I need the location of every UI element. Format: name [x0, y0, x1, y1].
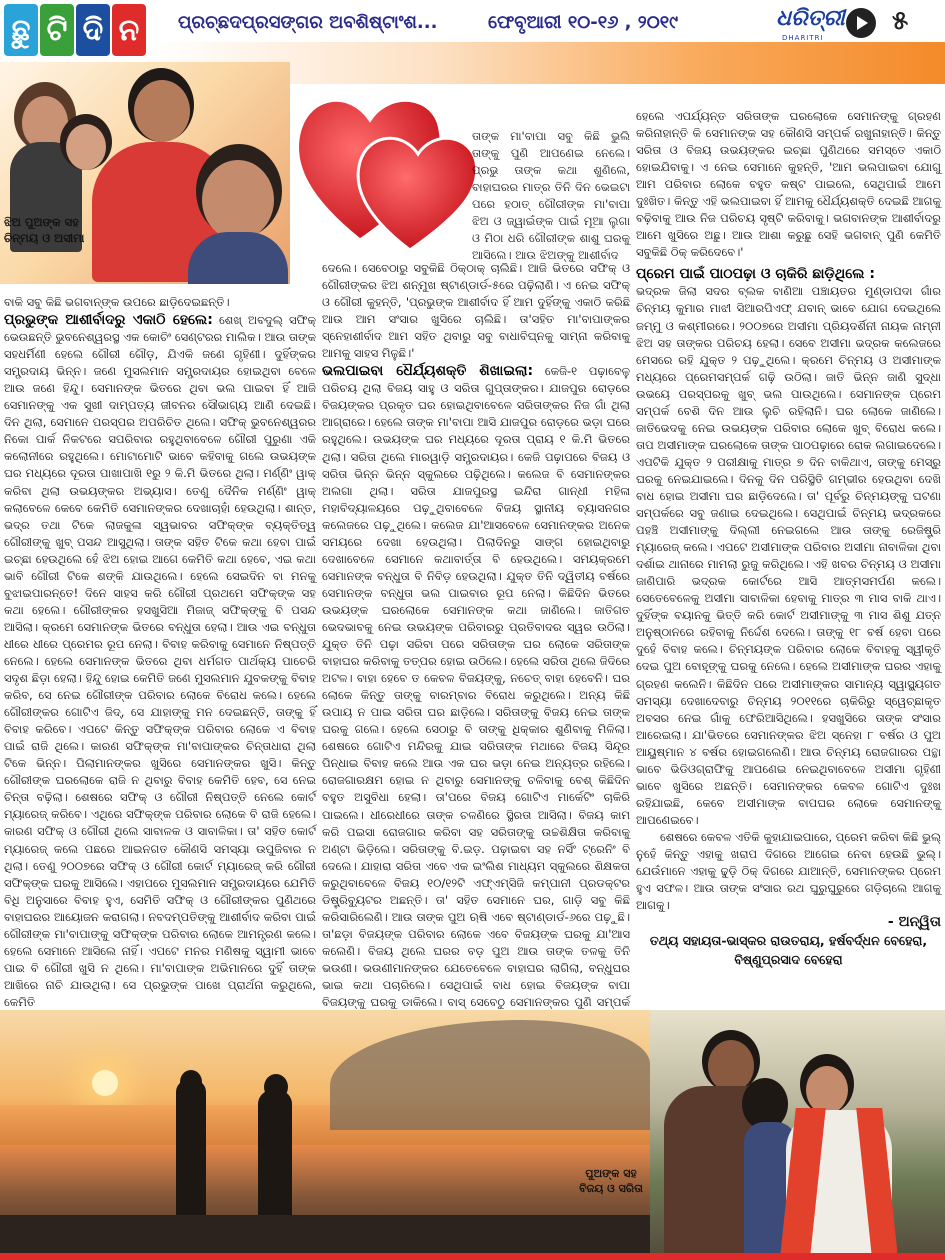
family-photo-vijay — [650, 1010, 945, 1255]
paragraph-1-cont: ଦେଲେ। ସେବେଠାରୁ ସବୁକିଛି ଠିକ୍‌ଠାକ୍ ଚାଲିଛି। ଆଜି ଭିତରେ ସଫିକ୍ ଓ ଗୌରୀଙ୍କର ଝିଅ ଶନ୍ମୁଖ ଷ୍ଟାଣ୍ଡାର୍ଡ-୫ରେ ପଢ଼ିଲାଣି। ଏ ନେଇ ସଫିକ୍ ଓ ଗୌରୀ କୁହନ୍ତି, 'ପ୍ରଭୁଙ୍କ ଆଶୀର୍ବାଦ ହିଁ ଆମ ଦୁହିଁଙ୍କୁ ଏକାଠି କରିଛି ଆଉ ଆମ ସଂସାର ଖୁସିରେ ଚାଲିଛି। ତା'ସହିତ ମା'ବାପାଙ୍କର ସ୍ନେହାଶୀର୍ବାଦ ଆମ ସହିତ ଥିବାରୁ ସବୁ ବାଧାବିଘ୍ନକୁ ସାମ୍ନା କରିବାକୁ ଆମକୁ ସାହସ ମିଳୁଛି।' — [322, 261, 630, 361]
footer-bar — [0, 1253, 945, 1260]
article-column-2 — [322, 260, 630, 1028]
page-number: ୫ — [892, 6, 909, 36]
article-intro — [472, 128, 630, 264]
logo-letter-3: ଦି — [76, 4, 110, 56]
paragraph-4: ଶେଷରେ କେବଳ ଏତିକି କୁହାଯାଇପାରେ, ପ୍ରେମ କରିବା କିଛି ଭୁଲ୍ ନୁହେଁ କିନ୍ତୁ ଏହାକୁ ଖରାପ ଦିଗରେ ଆଗେଇ ନେବା ହେଉଛି ଭୁଲ୍। ଯେଉଁମାନେ ଏହାକୁ ଢୁଡ଼ି ଠିକ୍ ଦିଗରେ ଯାଆନ୍ତି, ସେମାନଙ୍କର ପ୍ରେମ ହୁଏ ସଫଳ। ଆଉ ତାଙ୍କ ସଂସାର ରଥ ଘୁରୁଘୁରୁରେ ଗଡ଼ିଚାଲେ ଆଗକୁ ଆଗକୁ। — [636, 829, 941, 913]
subheading-2: ଭଲପାଇବା ଧୈର୍ଯ୍ୟଶକ୍ତି ଶିଖାଇଲା: — [322, 363, 534, 380]
family-photo-chinmay — [0, 62, 290, 284]
section-title: ପ୍ରଚ୍ଛଦପ୍ରସଙ୍ଗର ଅବଶିଷ୍ଟାଂଶ... — [178, 12, 438, 33]
paragraph-2: କେଜି-୧ ପଢ଼ାବେଳୁ ପରିଚୟ ଥିଲା ବିଜୟ ସାହୁ ଓ ସରିତା ଗୁପ୍ତାଙ୍କର। ଯାଜପୁର ରୋଡ଼ରେ ବିଜୟଙ୍କର ପ୍ରକୃତ ଘର ହୋଇଥିବାବେଳେ ସରିତାଙ୍କର ନିଜ ଗାଁ ଥିଲା ଆଗ୍ରାରେ। ହେଲେ ତାଙ୍କ ମା'ବାପା ଆସି ଯାଜପୁର ରୋଡ଼ରେ ଭଡ଼ା ଘରେ ରହୁଥିଲେ। ଉଭୟଙ୍କ ଘର ମଧ୍ୟରେ ଦୂରତା ପ୍ରାୟ ୧ କି.ମି ଭିତରେ ଥିଲା। ସରିତା ଥିଲେ ମାରୱାଡ଼ି ସମ୍ପ୍ରଦାୟର। କେଜି ପଢ଼ାପରେ ବିଜୟ ଓ ସରିତା ଭିନ୍ନ ଭିନ୍ନ ସ୍କୁଲରେ ପଢ଼ିଥିଲେ। କଲେଜ ବି ସେମାନଙ୍କର ଅଲଗା ଥିଲା। ସରିତା ଯାଜପୁରସ୍ଥ ଇନ୍ଦିରା ଗାନ୍ଧୀ ମହିଳା ମହାବିଦ୍ୟାଳୟରେ ପଢ଼ୁଥିବାବେଳେ ବିଜୟ ସ୍ଥାନୀୟ ବ୍ୟାସନଗର କଲେଜରେ ପଢ଼ୁଥିଲେ। କଲେଜ ଯା'ଆସବେଳେ ସେମାନଙ୍କର ଅନେକ ସମୟରେ ଦେଖା ହେଉଥିଲା। ପିଲାଦିନରୁ ସାଙ୍ଗ ହୋଇଥିବାରୁ ଦେଖାବେଳେ ସେମାନେ କଥାବାର୍ତ୍ତା ବି ହେଉଥିଲେ। ସମୟକ୍ରମେ ସେମାନଙ୍କ ବନ୍ଧୁତା ବି ନିବିଡ଼ ହେଉଥିଲା। ଯୁକ୍ତ ତିନି ଦ୍ୱିତୀୟ ବର୍ଷରେ ସେମାନଙ୍କ ବନ୍ଧୁତା ଭଲ ପାଇବାର ରୂପ ନେଲା। କିଛିଦିନ ଭିତରେ ଉଭୟଙ୍କ ଘରଲୋକେ ସେମାନଙ୍କ କଥା ଜାଣିଲେ। ଜାତିଗତ ଭେଦଭାବକୁ ନେଇ ଉଭୟଙ୍କ ପରିବାରରୁ ପ୍ରତିବାଦର ସ୍ୱର ଉଠିଲା। ଯୁକ୍ତ ତିନି ପଢ଼ା ସରିବା ପରେ ସରିତାଙ୍କ ଘର ଲୋକେ ସରିତାଙ୍କ ବାହାଘର କରିବାକୁ ତତ୍ପର ହୋଇ ଉଠିଲେ। ହେଲେ ସରିତା ଥିଲେ ଜିଦିରେ ଅଟଳ। ବାହା ହେବେ ତ କେବଳ ବିଜୟଙ୍କୁ, ନଚେତ୍ ବାହା ହେବେନି। ଘର ଲୋକେ କିନ୍ତୁ ତାଙ୍କୁ ବାରମ୍ବାର ବିରୋଧ କରୁଥିଲେ। ଅନ୍ୟ କିଛି ଉପାୟ ନ ପାଇ ସରିତା ଘର ଛାଡ଼ିଲେ। ସରିତାଙ୍କୁ ବିଜୟ ନେଇ ତାଙ୍କ ଘରକୁ ଗଲେ। ହେଲେ ସେଠାରୁ ବି ତାଙ୍କୁ ଧିକ୍କାର ଶୁଣିବାକୁ ମିଳିଲା। ଶେଷରେ ଗୋଟିଏ ମନ୍ଦିରକୁ ଯାଇ ସରିତାଙ୍କ ମଥାରେ ବିଜୟ ସିନ୍ଦୂର ପିନ୍ଧାଇ ବିବାହ କଲେ ଆଉ ଏକ ଘର ଭଡ଼ା ନେଇ ଅନ୍ୟତ୍ର ରହିଲେ। ରୋଜଗାରକ୍ଷମ ହୋଇ ନ ଥିବାରୁ ସେମାନଙ୍କୁ ଚଳିବାକୁ ବେଶ୍ କିଛିଦିନ ବହୁତ ଅସୁବିଧା ହେଲା। ତା'ପରେ ବିଜୟ ଗୋଟିଏ ମାର୍କେଟିଂ ଚାକିରି ପାଇଲେ। ଧୀରେଧୀରେ ତାଙ୍କ ଚଳଣିରେ ସ୍ଥିରତା ଆସିଲା। ବିଜୟ କାମ କରି ପଇସା ରୋଜଗାର କରିବା ସହ ସରିତାଙ୍କୁ ଉଚ୍ଚଶିକ୍ଷିତା କରିବାକୁ ଅଣ୍ଟା ଭିଡ଼ିଲେ। ସରିତାଙ୍କୁ ବି.ଇଡ଼. ପଢ଼ାଇବା ସହ ନର୍ସିଂ ଟ୍ରେନିଂ ବି ଦେଲେ। ଯାହାରା ସରିତା ଏବେ ଏକ ଇଂଲିଶ ମାଧ୍ୟମ ସ୍କୁଲରେ ଶିକ୍ଷକତା କରୁଥିବାବେଳେ ବିଜୟ ୧୦/୧୨ଟି ଏଫ୍‌ଏମ୍‌ସିଜି କମ୍ପାନୀ ପ୍ରଡକ୍ଟର ଡିଷ୍ଟ୍ରିବ୍ୟୁଟର ଅଛନ୍ତି। ତା' ସହିତ ସେମାନେ ଘର, ଗାଡ଼ି ସବୁ କିଛି କରିସାରିଲେଣି। ଆଉ ତାଙ୍କ ପୁଅ ଋଷି ଏବେ ଷ୍ଟାଣ୍ଡାର୍ଡ-୬ରେ ପଢ଼ୁଛି। ତା'ଛଡ଼ା ବିଜୟଙ୍କ ପରିବାର ଲୋକେ ଏବେ ବିଜୟଙ୍କ ଘରକୁ ଯା'ଆସ କଲେଣି। ବିଜୟ ଥିଲେ ଘରର ବଡ଼ ପୁଅ ଆଉ ତାଙ୍କ ତଳକୁ ତିନି ଭଉଣୀ। ଭଉଣୀମାନଙ୍କର ଯେତେବେଳେ ବାହାଘର ଲାଗିଲା, ବନ୍ଧୁଘର ଭାଇ କଥା ପଚାରିଲେ। ସେଥିପାଇଁ ବାଧ ହୋଇ ବିଜୟଙ୍କ ବାପା ବିଜୟଙ୍କୁ ଘରକୁ ଡାକିଲେ। ବାସ୍ ସେବେଠୁ ସେମାନଙ୍କର ପୁଣି ସମ୍ପର୍କ — [322, 364, 631, 1010]
continued-text: ବାକି ସବୁ କିଛି ଭଗବାନ୍‌ଙ୍କ ଉପରେ ଛାଡ଼ିଦେଇଛନ୍ତି। — [4, 295, 230, 309]
subheading-3: ପ୍ରେମ ପାଇଁ ପାଠପଢ଼ା ଓ ଚାକିରି ଛାଡ଼ିଥିଲେ : — [636, 266, 875, 283]
photo-caption-bottom: ପୁଅଙ୍କ ସହ ବିଜୟ ଓ ସରିତା — [579, 1167, 643, 1195]
paragraph-1: ଶେଖ୍ ଅବଦୁଲ୍ ସଫିକ୍ ଭେଉଛନ୍ତି ଭୁବନେଶ୍ୱରସ୍ଥ ଏକ କୋଚିଂ ସେଣ୍ଟରର ମାଲିକ। ଆଉ ତାଙ୍କ ସହଧର୍ମିଣୀ ହେଲେ ଗୌରୀ ଗୌଡ଼, ଯିଏକି ଜଣେ ଗୃହିଣୀ। ଦୁହିଁଙ୍କର ସମ୍ପ୍ରଦାୟ ଭିନ୍ନ। ଜଣେ ମୁସଲମାନ ସମ୍ପ୍ରଦାୟର ହୋଇଥିବା ବେଳେ ଆଉ ଜଣେ ହିନ୍ଦୁ। ସେମାନଙ୍କ ଭିତରେ ଥିବା ଭଲ ପାଇବା ହିଁ ଆଜି ସେମାନଙ୍କୁ ଏକ ସୁଖୀ ଦାମ୍ପତ୍ୟ ଜୀବନର ସୌଭାଗ୍ୟ ଆଣି ଦେଇଛି। ଦିନ ଥିଲା, ସେମାନେ ପରସ୍ପର ଅପରିଚିତ ଥିଲେ। ସଫିକ୍ ଭୁବନେଶ୍ୱରର ନିକୋ ପାର୍କ ନିକଟରେ ସପରିବାର ରହୁଥିବାବେଳେ ଗୌରୀ ପୁରୁଣା ଏକି କଲୋନୀରେ ରହୁଥିଲେ। ମୋଟାମୋଟି ଭାବେ କହିବାକୁ ଗଲେ ଉଭୟଙ୍କ ଘର ମଧ୍ୟରେ ଦୂରତା ପାଖାପାଖି ୧ରୁ ୨ କି.ମି ଭିତରେ ଥିଲା। ମର୍ଣ୍ଣିଂ ୱାକ୍ କରିବା ଥିଲା ଉଭୟଙ୍କର ଅଭ୍ୟାସ। ତେଣୁ ଦୈନିକ ମର୍ଣ୍ଣିଂ ୱାକ୍ କଲାବେଳେ କେବେ କେମିତି ସେମାନଙ୍କର ଦେଖାଚାହାଁ ହେଉଥିଲା। ଶାନ୍ତ, ଭଦ୍ର ତଥା ଟିକେ ଲାଜକୁଳା ସ୍ୱଭାବର ସଫିକ୍‌ଙ୍କ ବ୍ୟକ୍ତିତ୍ୱ ଗୌରୀଙ୍କୁ ଖୁବ୍ ପସନ୍ଦ ଆସୁଥିଲା। ତାଙ୍କ ସହିତ ଟିକେ କଥା ହେବା ପାଇଁ ଇଚ୍ଛା ହେଉଥିଲେ ହେଁ ଝିଅ ହୋଇ ଆଗେ କେମିତି କଥା ହେବେ, ଏଇ କଥା ଭାବି ଗୌରୀ ଟିକେ ଶଙ୍କି ଯାଉଥିଲେ। ହେଲେ ସେଇଦିନ ବା ମନକୁ ବୁଝାଇପାରନ୍ତେ! ଦିନେ ସାହସ କରି ଗୌରୀ ପ୍ରଥମେ ସଫିକ୍‌ଙ୍କ ସହ କଥା ହେଲେ। ଗୌରୀଙ୍କର ହସଖୁସିଆ ମିଜାଜ୍ ସଫିକ୍‌ଙ୍କୁ ବି ପସନ୍ଦ ଆସିଲା। କ୍ରମେ ସେମାନଙ୍କ ଭିତରେ ବନ୍ଧୁତା ହେଲା। ଆଉ ଏଇ ବନ୍ଧୁତା ଧୀରେ ଧୀରେ ପ୍ରେମର ରୂପ ନେଲା। ବିବାହ କରିବାକୁ ସେମାନେ ନିଷ୍ପତ୍ତି ନେଲେ। ହେଲେ ସେମାନଙ୍କ ଭିତରେ ଥିବା ଧର୍ମଗତ ପାର୍ଥକ୍ୟ ପାଚେରି ସଦୃଶ ଛିଡ଼ା ହେଲା। ହିନ୍ଦୁ ହୋଇ କେମିତି ଜଣେ ମୁସଲମାନ ଯୁବକଙ୍କୁ ବିବାହ କରିବ, ସେ ନେଇ ଗୌରୀଙ୍କ ପରିବାର ଲୋକେ ବିରୋଧ କଲେ। ହେଲେ ଗୌରୀଙ୍କର ଗୋଟିଏ ଜିଦ୍, ସେ ଯାହାଙ୍କୁ ମନ ଦେଇଛନ୍ତି, ତାଙ୍କୁ ହିଁ ବିବାହ କରିବେ। ଏପଟେ କିନ୍ତୁ ସଫିକ୍‌ଙ୍କ ପରିବାର ଲୋକେ ଏ ବିବାହ ପାଇଁ ରାଜି ଥିଲେ। କାରଣ ସଫିକ୍‌ଙ୍କ ମା'ବାପାଙ୍କର ଚିନ୍ତାଧାରା ଥିଲା ଟିକେ ଭିନ୍ନ। ପିଲାମାନଙ୍କର ଖୁସିରେ ସେମାନଙ୍କର ଖୁସି। କିନ୍ତୁ ଗୌରୀଙ୍କ ଘରଲୋକେ ରାଜି ନ ଥିବାରୁ ବିବାହ କେମିତି ହେବ, ସେ ନେଇ ଚିନ୍ତା ବଢ଼ିଲା। ଶେଷରେ ସଫିକ୍ ଓ ଗୌରୀ ନିଷ୍ପତ୍ତି ନେଲେ କୋର୍ଟ ମ୍ୟାରେଜ୍ କରିବେ। ଏଥିରେ ସଫିକ୍‌ଙ୍କ ପରିବାର ଲୋକେ ବି ରାଜି ହେଲେ। କାରଣ ସଫିକ୍ ଓ ଗୌରୀ ଥିଲେ ସାବାଳକ ଓ ସାବାଳିକା। ତା' ସହିତ କୋର୍ଟ ମ୍ୟାରେଜ୍ କଲେ ପଛରେ ଆଇନଗତ କୌଣସି ସମସ୍ୟା ଉପୁଜିବାର ନ ଥିଲା। ତେଣୁ ୨୦୦୭ରେ ସଫିକ୍ ଓ ଗୌରୀ କୋର୍ଟ ମ୍ୟାରେଜ୍ କରି ଗୌରୀ ସଫିକ୍‌ଙ୍କ ଘରକୁ ଆସିଲେ। ଏହାପରେ ମୁସଲମାନ ସମ୍ପ୍ରଦାୟରେ ଯେମିତି ବିଧି ଅନୁସାରେ ବିବାହ ହୁଏ, ସେମିତି ସଫିକ୍ ଓ ଗୌରୀଙ୍କର ପୁଣିଥରେ ବାହାଘରର ଆୟୋଜନ କରାଗଲା। ନବଦମ୍ପତିଙ୍କୁ ଆଶୀର୍ବାଦ କରିବା ପାଇଁ ଗୌରୀଙ୍କ ମା'ବାପାଙ୍କୁ ସଫିକ୍‌ଙ୍କ ପରିବାର ଲୋକେ ଆମନ୍ତ୍ରଣ କଲେ। ହେଲେ ସେମାନେ ଆସିଲେ ନାହିଁ। ଏପଟେ ମନର ମଣିଷକୁ ସ୍ୱାମୀ ଭାବେ ପାଇ ବି ଗୌରୀ ଖୁସି ନ ଥିଲେ। ମା'ବାପାଙ୍କ ଅଭିମାନରେ ଦୁହିଁ ତାଙ୍କ ଆଖିରେ ନାଚି ଯାଉଥିଲା। ସେ ପ୍ରଭୁଙ୍କ ପାଖେ ପ୍ରାର୍ଥନା କରୁଥିଲେ, କେମିତି — [4, 313, 316, 1009]
issue-date: ଫେବୃଆରୀ ୧୦-୧୬ , ୨୦୧୯ — [488, 12, 679, 33]
brand-logo: ଧରିତ୍ରୀ — [776, 6, 845, 31]
logo-letter-2: ଟି — [40, 4, 74, 56]
article-column-3 — [636, 108, 941, 969]
photo-caption-top: ଝିଅ ପୁଅଙ୍କ ସହ ଚିନ୍ମୟ ଓ ଅସୀମା — [4, 215, 85, 245]
logo-letter-1: ଛୁ — [4, 4, 38, 56]
brand-subtitle: DHARITRI — [782, 34, 824, 42]
author-signature: - ଅନ୍ୱିତା — [887, 914, 941, 931]
subheading-1: ପ୍ରଭୁଙ୍କ ଆଶୀର୍ବାଦରୁ ଏକାଠି ହେଲେ: — [4, 312, 213, 329]
heart-icon — [290, 70, 490, 260]
section-logo — [4, 4, 146, 56]
logo-letter-4: ନ — [112, 4, 146, 56]
play-icon[interactable] — [846, 8, 876, 38]
credit-line: ତଥ୍ୟ ସହାୟତା-ଭାସ୍କର ରାଉତରାୟ, ହର୍ଷବର୍ଦ୍ଧନ ବେହେରା, ବିଷ୍ଣୁପ୍ରସାଦ ବେହେରା — [649, 933, 928, 968]
paragraph-3: ଭଦ୍ରକ ଜିଲା ସଦର ବ୍ଲକ ବାଣିଆ ପଞ୍ଚାୟତର ମୁଣ୍ଡାପଦା ଗାଁର ଚିନ୍ମୟ କୁମାର ମାଝୀ ସିଆରପିଏଫ୍ ଯବାନ୍ ଭାବେ ଯୋଗ ଦେଇଥିଲେ ଜମ୍ମୁ ଓ କଶ୍ମୀରରେ। ୨୦୦୭ରେ ଅସୀମା ପ୍ରିୟଦର୍ଶିନୀ ନାୟକ ନାମ୍ନୀ ଝିଅ ସହ ତାଙ୍କର ପରିଚୟ ହେଲା। ସେବେ ଅସୀମା ଭଦ୍ରକ କଲେଜରେ ମେସରେ ରହି ଯୁକ୍ତ ୨ ପଢ଼ୁଥିଲେ। କ୍ରମେ ଚିନ୍ମୟ ଓ ଅସୀମାଙ୍କ ମଧ୍ୟରେ ପ୍ରେମସମ୍ପର୍କ ଗଢ଼ି ଉଠିଲା। ଜାତି ଭିନ୍ନ ଜାଣି ସୁଦ୍ଧା ଉଭୟେ ପରସ୍ପରକୁ ଖୁବ୍ ଭଲ ପାଉଥିଲେ। ସେମାନଙ୍କ ପ୍ରେମ ସମ୍ପର୍କ ବେଶି ଦିନ ଆଉ ଲୁଚି ରହିଲାନି। ଘର ଲୋକେ ଜାଣିଲେ। ଜାତିଭେଦକୁ ନେଇ ଉଭୟଙ୍କ ପରିବାର ଲୋକେ ଖୁବ୍ ବିରୋଧ କଲେ। ତାପ ଅସୀମାଙ୍କ ଘରଲୋକେ ତାଙ୍କ ପାଠପଢ଼ାରେ ରୋକ ଲଗାଇଦେଲେ। ଏପଟିକି ଯୁକ୍ତ ୨ ପରୀକ୍ଷାକୁ ମାତ୍ର ୭ ଦିନ ବାକିଥାଏ, ତାଙ୍କୁ ମେସ୍‌ରୁ ଘରକୁ ନେଇଯାଇଲେ। ଦିନକୁ ଦିନ ପରିସ୍ଥିତି ଗମ୍ଭୀର ହେଉଥିବା ଦେଖି ବାଧ ହୋଇ ଅସୀମା ଘର ଛାଡ଼ିଦେଲେ। ତା' ପୂର୍ବରୁ ଚିନ୍ମୟଙ୍କୁ ଘଟଣା ସମ୍ପର୍କରେ ସବୁ ଜଣାଇ ଦେଇଥିଲେ। ସେଥିପାଇଁ ଚିନ୍ମୟ ଭଦ୍ରକରେ ପହଞ୍ଚି ଅସୀମାଙ୍କୁ ଦିଲ୍ଲୀ ନେଇଗଲେ ଆଉ ତାଙ୍କୁ ରେଜିଷ୍ଟ୍ରି ମ୍ୟାରେଜ୍ କଲେ। ଏପଟେ ଅସୀମାଙ୍କ ପରିବାର ଅସୀମା ନାବାଳିକା ଥିବା ଦର୍ଶାଇ ଥାନାରେ ମାମଲା ରୁଜୁ କରିଥିଲେ। ଏହି ଖବର ଚିନ୍ମୟ ଓ ଅସୀମା ଜାଣିପାରି ଭଦ୍ରକ କୋର୍ଟରେ ଆସି ଆତ୍ମସମର୍ପଣ କଲେ। ସେତେବେଳେକୁ ଅସୀମା ସାବାଳିକା ହେବାକୁ ମାତ୍ର ୩ ମାସ ବାକି ଥାଏ। ଦୁହିଁଙ୍କ ବୟାନକୁ ଭିତ୍ତି କରି କୋର୍ଟ ଅସୀମାଙ୍କୁ ୩ ମାସ ଶିଶୁ ଯତ୍ନ ଅନୁଷ୍ଠାନରେ ରହିବାକୁ ନିର୍ଦ୍ଦେଶ ଦେଲେ। ତାଙ୍କୁ ୧୮ ବର୍ଷ ହେବା ପରେ ଦୁହେଁ ବିବାହ କଲେ। ଚିନ୍ମୟଙ୍କ ପରିବାର ଲୋକେ ବିବାହକୁ ସ୍ୱୀକୃତି ଦେଇ ପୁଅ ବୋହୂଙ୍କୁ ଘରକୁ ନେଲେ। ହେଲେ ଅସୀମାଙ୍କ ଘରର ଏହାକୁ ଗ୍ରହଣ କଲେନି। କିଛିଦିନ ପରେ ଅସୀମାଙ୍କର ସାମାନ୍ୟ ସ୍ୱାସ୍ଥ୍ୟଗତ ସମସ୍ୟା ଦେଖାଦେବାରୁ ଚିନ୍ମୟ ୨୦୧୧ରେ ଚାକିରିରୁ ସ୍ୱେଚ୍ଛାକୃତ ଅବସର ନେଇ ଗାଁକୁ ଫେରିଆସିଥିଲେ। ହସଖୁସିରେ ତାଙ୍କ ସଂସାର ଆରେଇଲା। ଯା'ଭିତରେ ସେମାନଙ୍କର ଝିଅ ସ୍ନେହା ୮ ବର୍ଷର ଓ ପୁଅ ଆୟୁଷ୍ମାନ ୪ ବର୍ଷର ହୋଇଗଲେଣି। ଆଉ ଚିନ୍ମୟ ରୋଜଗାରର ପନ୍ଥା ଭାବେ ଭିଡିଓଗ୍ରାଫିକୁ ଆପଣେଇ ନେଇଥିବାବେଳେ ଅସୀମା ଗୃହିଣୀ ଭାବେ ଖୁସିରେ ଅଛନ୍ତି। ସେମାନଙ୍କର କେବଳ ଗୋଟିଏ ଦୁଃଖ ରହିଯାଇଛି, କେବେ ଅସୀମାଙ୍କ ବାପଘର ଲୋକେ ସେମାନଙ୍କୁ ଆପଣେଇବେ। — [636, 284, 941, 827]
intro-paragraph: ତାଙ୍କ ମା'ବାପା ସବୁ କିଛି ଭୁଲି ତାଙ୍କୁ ପୁଣି ଆପଣେଇ ନେଲେ। ପ୍ରଭୁ ତାଙ୍କ କଥା ଶୁଣିଲେ, ବାହାଘରର ମାତ୍ର ତିନି ଦିନ ଭେଇଟା ପରେ ହଠାତ୍ ଗୌରୀଙ୍କ ମା'ବାପା ଝିଅ ଓ ଜ୍ୱାଇଁଙ୍କ ପାଇଁ ମୂଆ ଲୁଗା ଓ ମିଠା ଧରି ଗୌରୀଙ୍କ ଶାଶୁ ଘରକୁ ଆସିଲେ। ଆଉ ଝିଅଙ୍କୁ ଆଶୀର୍ବାଦ — [472, 129, 630, 263]
article-column-1 — [4, 294, 316, 1011]
paragraph-2-cont: ହେଲେ ଏପର୍ଯ୍ୟନ୍ତ ସରିତାଙ୍କ ଘରଲୋକେ ସେମାନଙ୍କୁ ଗ୍ରହଣ କରିନାହାନ୍ତି କି ସେମାନଙ୍କ ସହ କୌଣସି ସମ୍ପର୍କ ରଖୁନାହାନ୍ତି। କିନ୍ତୁ ସରିତା ଓ ବିଜୟ ଉଭୟଙ୍କର ଇଚ୍ଛା ପୁଣିଥରେ ସମସ୍ତେ ଏକାଠି ହୋଇଯିବାକୁ। ଏ ନେଇ ସେମାନେ କୁହନ୍ତି, 'ଆମ ଭଲପାଇବା ଯୋଗୁ ଆମ ପରିବାର ଲୋକେ ବହୁତ କଷ୍ଟ ପାଇଲେ, ସେଥିପାଇଁ ଆମେ ଦୁଃଖିତ। କିନ୍ତୁ ଏହି ଭଲପାଇବା ହିଁ ଆମକୁ ଧୈର୍ଯ୍ୟଶକ୍ତି ଦେଇଛି ଆଗକୁ ବଢ଼ିବାକୁ ଆଉ ନିଜ ପରିଚୟ ସୃଷ୍ଟି କରିବାକୁ। ଭଗବାନଙ୍କ ଆଶୀର୍ବାଦରୁ ଆମେ ଖୁସିରେ ଅଛୁ। ଆଉ ଆଶା କରୁଛୁ ସେହି ଭଗବାନ୍ ପୁଣି କେମିତି ସବୁକିଛି ଠିକ୍ କରିଦେବେ।' — [636, 109, 941, 260]
couple-sunset-photo — [0, 1010, 650, 1255]
